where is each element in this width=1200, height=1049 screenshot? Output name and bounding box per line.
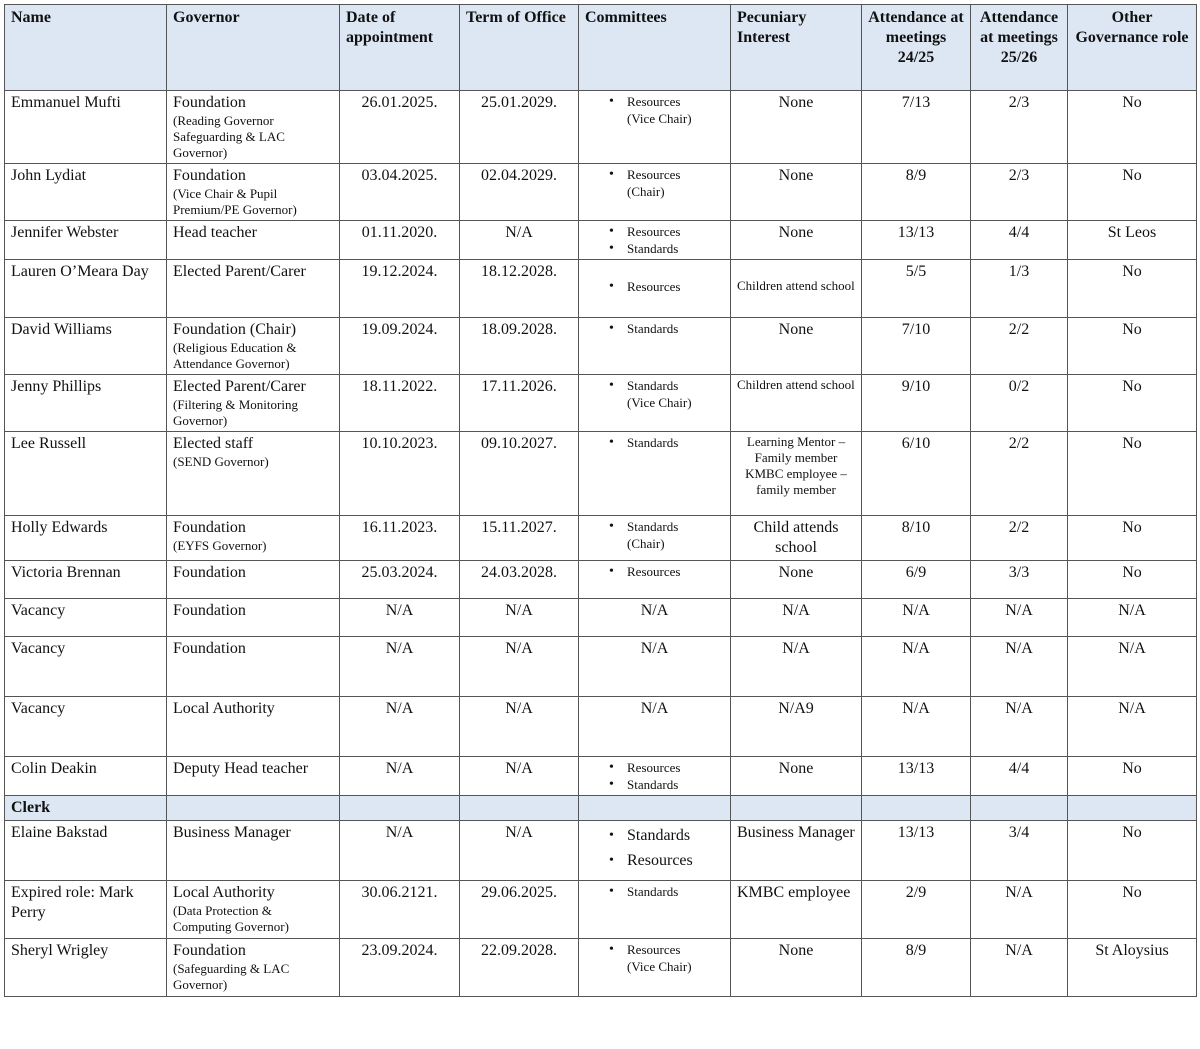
name-cell: Victoria Brennan	[5, 561, 167, 599]
committees-cell: N/A	[579, 599, 731, 637]
name-cell: Elaine Bakstad	[5, 821, 167, 881]
committee-name: Resources	[627, 279, 681, 294]
committee-list	[585, 518, 724, 552]
appointment-date-cell: 16.11.2023.	[340, 516, 460, 561]
committee-item	[585, 823, 724, 848]
attendance-25-26-cell: 2/2	[971, 318, 1068, 375]
term-of-office-cell: 22.09.2028.	[460, 939, 579, 997]
table-row	[5, 561, 1197, 599]
committee-name: Resources	[627, 167, 681, 182]
governor-role-note: (Data Protection & Computing Governor)	[173, 903, 289, 934]
committees-cell	[579, 516, 731, 561]
pecuniary-interest-cell: N/A9	[731, 697, 862, 757]
attendance-24-25-cell: 13/13	[862, 757, 971, 796]
governor-type: Elected Parent/Carer	[173, 263, 306, 280]
attendance-24-25-cell: 5/5	[862, 260, 971, 318]
header-date-of-appointment: Date of appointment	[340, 5, 460, 91]
other-role-cell: No	[1068, 881, 1197, 939]
attendance-25-26-cell: N/A	[971, 939, 1068, 997]
committee-item	[585, 320, 724, 337]
table-row	[5, 939, 1197, 997]
appointment-date-cell: N/A	[340, 637, 460, 697]
appointment-date-cell: N/A	[340, 757, 460, 796]
header-committees: Committees	[579, 5, 731, 91]
attendance-25-26-cell: 2/2	[971, 432, 1068, 516]
name-cell: Expired role: Mark Perry	[5, 881, 167, 939]
term-of-office-cell: 15.11.2027.	[460, 516, 579, 561]
name-cell: Holly Edwards	[5, 516, 167, 561]
committee-name: Standards	[627, 241, 679, 256]
governor-cell	[167, 375, 340, 432]
term-of-office-cell: 02.04.2029.	[460, 164, 579, 221]
table-row	[5, 221, 1197, 260]
committee-item	[585, 518, 724, 552]
appointment-date-cell: 19.09.2024.	[340, 318, 460, 375]
attendance-24-25-cell: N/A	[862, 599, 971, 637]
table-row	[5, 821, 1197, 881]
pecuniary-interest-cell: None	[731, 221, 862, 260]
attendance-25-26-cell: N/A	[971, 637, 1068, 697]
committee-role: (Vice Chair)	[627, 111, 692, 126]
clerk-empty-cell	[1068, 796, 1197, 821]
committee-name: Standards	[627, 884, 679, 899]
attendance-25-26-cell: 1/3	[971, 260, 1068, 318]
attendance-24-25-cell: 2/9	[862, 881, 971, 939]
term-of-office-cell: 29.06.2025.	[460, 881, 579, 939]
attendance-25-26-cell: 4/4	[971, 757, 1068, 796]
pecuniary-interest-cell: None	[731, 757, 862, 796]
committee-item	[585, 278, 724, 295]
header-attendance-24-25: Attendance at meetings 24/25	[862, 5, 971, 91]
other-role-cell: No	[1068, 516, 1197, 561]
governor-cell	[167, 757, 340, 796]
pecuniary-interest-cell: None	[731, 561, 862, 599]
pecuniary-interest-cell: N/A	[731, 599, 862, 637]
governor-cell	[167, 91, 340, 164]
committee-name: Resources	[627, 94, 681, 109]
attendance-25-26-cell: 2/2	[971, 516, 1068, 561]
committee-list	[585, 93, 724, 127]
attendance-24-25-cell: 7/13	[862, 91, 971, 164]
header-row	[5, 5, 1197, 91]
appointment-date-cell: N/A	[340, 697, 460, 757]
term-of-office-cell: 24.03.2028.	[460, 561, 579, 599]
attendance-24-25-cell: 8/9	[862, 164, 971, 221]
name-cell: David Williams	[5, 318, 167, 375]
governor-cell	[167, 164, 340, 221]
pecuniary-interest-cell: KMBC employee	[731, 881, 862, 939]
governor-cell	[167, 939, 340, 997]
other-role-cell: N/A	[1068, 637, 1197, 697]
name-cell: Jennifer Webster	[5, 221, 167, 260]
attendance-24-25-cell: 13/13	[862, 821, 971, 881]
committees-cell	[579, 881, 731, 939]
clerk-empty-cell	[579, 796, 731, 821]
pecuniary-interest-cell: Business Manager	[731, 821, 862, 881]
table-row	[5, 91, 1197, 164]
governor-cell	[167, 697, 340, 757]
appointment-date-cell: 25.03.2024.	[340, 561, 460, 599]
table-row	[5, 637, 1197, 697]
attendance-25-26-cell: N/A	[971, 697, 1068, 757]
committee-list	[585, 759, 724, 793]
other-role-cell: N/A	[1068, 599, 1197, 637]
committees-cell	[579, 318, 731, 375]
table-row	[5, 599, 1197, 637]
governor-cell	[167, 599, 340, 637]
committee-role: (Chair)	[627, 184, 665, 199]
name-cell: Vacancy	[5, 599, 167, 637]
committee-list	[585, 377, 724, 411]
governor-cell	[167, 221, 340, 260]
committee-item	[585, 240, 724, 257]
committees-cell: N/A	[579, 637, 731, 697]
clerk-empty-cell	[731, 796, 862, 821]
clerk-empty-cell	[862, 796, 971, 821]
other-role-cell: No	[1068, 318, 1197, 375]
appointment-date-cell: 01.11.2020.	[340, 221, 460, 260]
governor-cell	[167, 881, 340, 939]
committee-name: Resources	[627, 942, 681, 957]
attendance-25-26-cell: 4/4	[971, 221, 1068, 260]
pecuniary-interest-cell: None	[731, 939, 862, 997]
committees-cell	[579, 821, 731, 881]
appointment-date-cell: 30.06.2121.	[340, 881, 460, 939]
attendance-25-26-cell: 3/4	[971, 821, 1068, 881]
clerk-section-label: Clerk	[5, 796, 167, 821]
governor-type: Business Manager	[173, 824, 291, 841]
name-cell: Colin Deakin	[5, 757, 167, 796]
attendance-25-26-cell: 2/3	[971, 91, 1068, 164]
governor-role-note: (Filtering & Monitoring Governor)	[173, 397, 298, 428]
appointment-date-cell: N/A	[340, 821, 460, 881]
other-role-cell: No	[1068, 164, 1197, 221]
other-role-cell: No	[1068, 561, 1197, 599]
governor-role-note: (Reading Governor Safeguarding & LAC Governor)	[173, 113, 285, 160]
appointment-date-cell: N/A	[340, 599, 460, 637]
attendance-25-26-cell: N/A	[971, 881, 1068, 939]
attendance-24-25-cell: 13/13	[862, 221, 971, 260]
attendance-24-25-cell: N/A	[862, 637, 971, 697]
committee-name: Standards	[627, 321, 679, 336]
other-role-cell: No	[1068, 91, 1197, 164]
other-role-cell: St Aloysius	[1068, 939, 1197, 997]
pecuniary-interest-cell: None	[731, 318, 862, 375]
pecuniary-interest-cell: Learning Mentor – Family member KMBC employee – family member	[731, 432, 862, 516]
header-pecuniary-interest: Pecuniary Interest	[731, 5, 862, 91]
governor-type: Foundation	[173, 94, 246, 111]
governor-role-note: (Religious Education & Attendance Governor)	[173, 340, 297, 371]
term-of-office-cell: 09.10.2027.	[460, 432, 579, 516]
other-role-cell: St Leos	[1068, 221, 1197, 260]
committee-list	[585, 166, 724, 200]
committee-list	[585, 883, 724, 900]
committees-cell	[579, 561, 731, 599]
committees-cell	[579, 221, 731, 260]
committees-cell	[579, 757, 731, 796]
appointment-date-cell: 19.12.2024.	[340, 260, 460, 318]
committee-name: Standards	[627, 435, 679, 450]
appointment-date-cell: 10.10.2023.	[340, 432, 460, 516]
other-role-cell: No	[1068, 821, 1197, 881]
governor-type: Foundation	[173, 167, 246, 184]
governor-type: Foundation	[173, 519, 246, 536]
pecuniary-interest-cell: Child attends school	[731, 516, 862, 561]
governor-type: Head teacher	[173, 224, 257, 241]
committee-name: Standards	[627, 827, 691, 844]
committee-item	[585, 848, 724, 873]
attendance-24-25-cell: 6/9	[862, 561, 971, 599]
governor-cell	[167, 821, 340, 881]
committees-cell	[579, 375, 731, 432]
governor-cell	[167, 432, 340, 516]
clerk-empty-cell	[340, 796, 460, 821]
committee-name: Resources	[627, 224, 681, 239]
term-of-office-cell: 18.09.2028.	[460, 318, 579, 375]
term-of-office-cell: 17.11.2026.	[460, 375, 579, 432]
table-row	[5, 757, 1197, 796]
committee-list	[585, 223, 724, 257]
name-cell: Sheryl Wrigley	[5, 939, 167, 997]
other-role-cell: No	[1068, 375, 1197, 432]
committee-item	[585, 223, 724, 240]
name-cell: Lauren O’Meara Day	[5, 260, 167, 318]
committee-name: Standards	[627, 777, 679, 792]
table-row	[5, 260, 1197, 318]
committee-name: Resources	[627, 564, 681, 579]
appointment-date-cell: 18.11.2022.	[340, 375, 460, 432]
attendance-24-25-cell: 6/10	[862, 432, 971, 516]
committee-list	[585, 823, 724, 873]
table-row	[5, 164, 1197, 221]
governor-type: Local Authority	[173, 884, 275, 901]
committees-cell	[579, 939, 731, 997]
governor-role-note: (Safeguarding & LAC Governor)	[173, 961, 290, 992]
committee-name: Resources	[627, 852, 693, 869]
pecuniary-interest-cell: None	[731, 91, 862, 164]
committee-role: (Chair)	[627, 536, 665, 551]
other-role-cell: No	[1068, 260, 1197, 318]
term-of-office-cell: N/A	[460, 821, 579, 881]
name-cell: Emmanuel Mufti	[5, 91, 167, 164]
name-cell: Jenny Phillips	[5, 375, 167, 432]
governor-type: Foundation (Chair)	[173, 321, 297, 338]
appointment-date-cell: 03.04.2025.	[340, 164, 460, 221]
committee-list	[585, 563, 724, 580]
governor-cell	[167, 260, 340, 318]
attendance-25-26-cell: 2/3	[971, 164, 1068, 221]
committee-role: (Vice Chair)	[627, 395, 692, 410]
governor-role-note: (EYFS Governor)	[173, 538, 267, 553]
term-of-office-cell: N/A	[460, 757, 579, 796]
table-row	[5, 318, 1197, 375]
governors-table	[4, 4, 1197, 997]
clerk-section-row	[5, 796, 1197, 821]
governor-type: Deputy Head teacher	[173, 760, 309, 777]
attendance-24-25-cell: 8/9	[862, 939, 971, 997]
committee-name: Standards	[627, 519, 679, 534]
committees-cell: N/A	[579, 697, 731, 757]
governor-role-note: (Vice Chair & Pupil Premium/PE Governor)	[173, 186, 297, 217]
pecuniary-interest-cell: N/A	[731, 637, 862, 697]
name-cell: Lee Russell	[5, 432, 167, 516]
table-row	[5, 516, 1197, 561]
name-cell: Vacancy	[5, 637, 167, 697]
governor-type: Elected staff	[173, 435, 254, 452]
name-cell: Vacancy	[5, 697, 167, 757]
committee-item	[585, 93, 724, 127]
governor-type: Foundation	[173, 942, 246, 959]
committee-item	[585, 883, 724, 900]
committee-name: Resources	[627, 760, 681, 775]
table-row	[5, 881, 1197, 939]
governor-role-note: (SEND Governor)	[173, 454, 269, 469]
clerk-empty-cell	[460, 796, 579, 821]
header-term-of-office: Term of Office	[460, 5, 579, 91]
committees-cell	[579, 260, 731, 318]
header-attendance-25-26: Attendance at meetings 25/26	[971, 5, 1068, 91]
governor-cell	[167, 637, 340, 697]
committees-cell	[579, 91, 731, 164]
committee-list	[585, 434, 724, 451]
table-row	[5, 375, 1197, 432]
term-of-office-cell: N/A	[460, 697, 579, 757]
table-row	[5, 432, 1197, 516]
governor-type: Local Authority	[173, 700, 275, 717]
appointment-date-cell: 23.09.2024.	[340, 939, 460, 997]
attendance-24-25-cell: 7/10	[862, 318, 971, 375]
committee-item	[585, 563, 724, 580]
header-name: Name	[5, 5, 167, 91]
attendance-25-26-cell: 3/3	[971, 561, 1068, 599]
attendance-24-25-cell: N/A	[862, 697, 971, 757]
governor-type: Foundation	[173, 564, 246, 581]
governor-type: Foundation	[173, 602, 246, 619]
committee-list	[585, 941, 724, 975]
committees-cell	[579, 432, 731, 516]
header-other-governance-role: Other Governance role	[1068, 5, 1197, 91]
attendance-25-26-cell: N/A	[971, 599, 1068, 637]
committee-item	[585, 377, 724, 411]
governor-type: Elected Parent/Carer	[173, 378, 306, 395]
name-cell: John Lydiat	[5, 164, 167, 221]
committee-item	[585, 434, 724, 451]
committee-list	[585, 320, 724, 337]
pecuniary-interest-cell: Children attend school	[731, 375, 862, 432]
table-row	[5, 697, 1197, 757]
governor-cell	[167, 318, 340, 375]
committee-item	[585, 941, 724, 975]
committee-item	[585, 759, 724, 776]
governor-type: Foundation	[173, 640, 246, 657]
term-of-office-cell: N/A	[460, 599, 579, 637]
committee-list	[585, 278, 724, 295]
attendance-25-26-cell: 0/2	[971, 375, 1068, 432]
other-role-cell: No	[1068, 432, 1197, 516]
clerk-empty-cell	[167, 796, 340, 821]
header-governor: Governor	[167, 5, 340, 91]
term-of-office-cell: 25.01.2029.	[460, 91, 579, 164]
governor-cell	[167, 561, 340, 599]
attendance-24-25-cell: 9/10	[862, 375, 971, 432]
governor-cell	[167, 516, 340, 561]
pecuniary-interest-cell: Children attend school	[731, 260, 862, 318]
term-of-office-cell: N/A	[460, 221, 579, 260]
committee-name: Standards	[627, 378, 679, 393]
pecuniary-interest-cell: None	[731, 164, 862, 221]
other-role-cell: No	[1068, 757, 1197, 796]
committee-item	[585, 776, 724, 793]
committee-role: (Vice Chair)	[627, 959, 692, 974]
term-of-office-cell: N/A	[460, 637, 579, 697]
term-of-office-cell: 18.12.2028.	[460, 260, 579, 318]
attendance-24-25-cell: 8/10	[862, 516, 971, 561]
appointment-date-cell: 26.01.2025.	[340, 91, 460, 164]
other-role-cell: N/A	[1068, 697, 1197, 757]
clerk-empty-cell	[971, 796, 1068, 821]
committees-cell	[579, 164, 731, 221]
committee-item	[585, 166, 724, 200]
